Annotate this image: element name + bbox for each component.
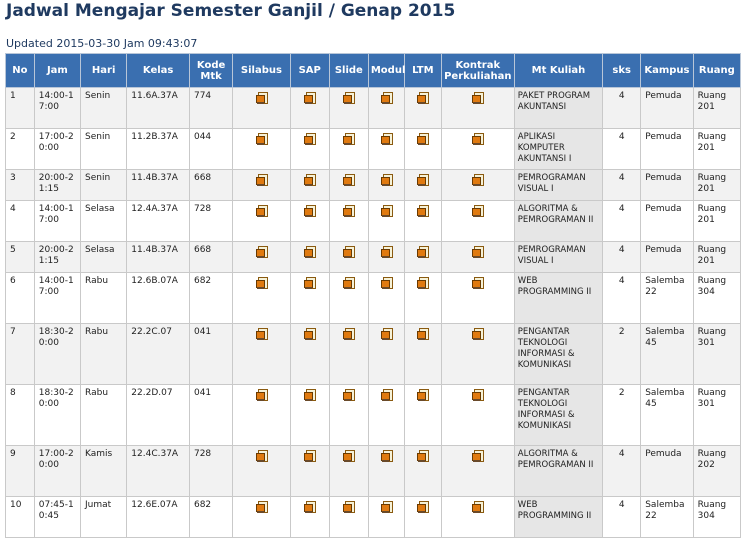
- col-header-sap: SAP: [290, 54, 329, 88]
- kontrak-document-icon[interactable]: [472, 92, 483, 104]
- cell-kontrak: [441, 88, 514, 129]
- cell-silabus: [233, 129, 291, 170]
- cell-sap: [290, 242, 329, 273]
- cell-kampus: Pemuda: [641, 242, 693, 273]
- cell-mt-kuliah: PEMROGRAMAN VISUAL I: [514, 242, 602, 273]
- ltm-document-icon[interactable]: [417, 205, 428, 217]
- cell-kelas: 22.2D.07: [127, 385, 190, 446]
- kontrak-document-icon[interactable]: [472, 501, 483, 513]
- cell-kontrak: [441, 446, 514, 497]
- cell-slide: [329, 242, 368, 273]
- cell-kode-mtk: 774: [189, 88, 232, 129]
- cell-hari: Senin: [81, 129, 127, 170]
- cell-jam: 07:45-10:45: [34, 497, 80, 538]
- cell-mt-kuliah: PAKET PROGRAM AKUNTANSI: [514, 88, 602, 129]
- slide-document-icon[interactable]: [343, 133, 354, 145]
- col-header-no: No: [6, 54, 35, 88]
- cell-kontrak: [441, 324, 514, 385]
- col-header-sks: sks: [603, 54, 641, 88]
- cell-hari: Jumat: [81, 497, 127, 538]
- col-header-silabus: Silabus: [233, 54, 291, 88]
- cell-ruang: Ruang 201: [693, 242, 740, 273]
- col-header-slide: Slide: [329, 54, 368, 88]
- kontrak-document-icon[interactable]: [472, 246, 483, 258]
- cell-kode-mtk: 668: [189, 170, 232, 201]
- cell-ruang: Ruang 201: [693, 129, 740, 170]
- col-header-ruang: Ruang: [693, 54, 740, 88]
- cell-silabus: [233, 497, 291, 538]
- cell-sap: [290, 385, 329, 446]
- cell-ruang: Ruang 201: [693, 170, 740, 201]
- cell-ltm: [404, 324, 441, 385]
- modul-document-icon[interactable]: [381, 389, 392, 401]
- cell-kontrak: [441, 497, 514, 538]
- cell-kampus: Salemba 22: [641, 273, 693, 324]
- cell-ltm: [404, 446, 441, 497]
- col-header-kampus: Kampus: [641, 54, 693, 88]
- cell-sap: [290, 273, 329, 324]
- silabus-document-icon[interactable]: [256, 133, 267, 145]
- cell-sks: 2: [603, 385, 641, 446]
- ltm-document-icon[interactable]: [417, 389, 428, 401]
- slide-document-icon[interactable]: [343, 246, 354, 258]
- cell-jam: 18:30-20:00: [34, 385, 80, 446]
- sap-document-icon[interactable]: [304, 277, 315, 289]
- silabus-document-icon[interactable]: [256, 328, 267, 340]
- cell-kode-mtk: 044: [189, 129, 232, 170]
- cell-silabus: [233, 88, 291, 129]
- cell-modul: [368, 129, 404, 170]
- cell-no: 1: [6, 88, 35, 129]
- cell-mt-kuliah: APLIKASI KOMPUTER AKUNTANSI I: [514, 129, 602, 170]
- ltm-document-icon[interactable]: [417, 174, 428, 186]
- cell-sks: 4: [603, 88, 641, 129]
- cell-kampus: Salemba 45: [641, 324, 693, 385]
- cell-jam: 17:00-20:00: [34, 446, 80, 497]
- cell-kampus: Salemba 22: [641, 497, 693, 538]
- cell-sks: 4: [603, 129, 641, 170]
- silabus-document-icon[interactable]: [256, 174, 267, 186]
- cell-kampus: Pemuda: [641, 170, 693, 201]
- modul-document-icon[interactable]: [381, 133, 392, 145]
- modul-document-icon[interactable]: [381, 450, 392, 462]
- table-row: [6, 201, 741, 242]
- cell-modul: [368, 324, 404, 385]
- cell-silabus: [233, 170, 291, 201]
- table-row: [6, 324, 741, 385]
- cell-silabus: [233, 201, 291, 242]
- cell-sap: [290, 129, 329, 170]
- cell-sap: [290, 497, 329, 538]
- slide-document-icon[interactable]: [343, 328, 354, 340]
- modul-document-icon[interactable]: [381, 205, 392, 217]
- cell-sks: 4: [603, 273, 641, 324]
- cell-mt-kuliah: PENGANTAR TEKNOLOGI INFORMASI & KOMUNIKASI: [514, 385, 602, 446]
- cell-no: 6: [6, 273, 35, 324]
- silabus-document-icon[interactable]: [256, 450, 267, 462]
- slide-document-icon[interactable]: [343, 501, 354, 513]
- cell-hari: Senin: [81, 170, 127, 201]
- cell-jam: 14:00-17:00: [34, 273, 80, 324]
- col-header-kontrak: Kontrak Perkuliahan: [441, 54, 514, 88]
- cell-no: 4: [6, 201, 35, 242]
- cell-ruang: Ruang 301: [693, 385, 740, 446]
- cell-sks: 4: [603, 170, 641, 201]
- cell-modul: [368, 446, 404, 497]
- cell-kelas: 11.4B.37A: [127, 170, 190, 201]
- cell-mt-kuliah: WEB PROGRAMMING II: [514, 497, 602, 538]
- modul-document-icon[interactable]: [381, 277, 392, 289]
- cell-kode-mtk: 682: [189, 273, 232, 324]
- cell-ltm: [404, 88, 441, 129]
- cell-kelas: 22.2C.07: [127, 324, 190, 385]
- sap-document-icon[interactable]: [304, 389, 315, 401]
- modul-document-icon[interactable]: [381, 501, 392, 513]
- cell-sap: [290, 446, 329, 497]
- table-row: [6, 170, 741, 201]
- kontrak-document-icon[interactable]: [472, 277, 483, 289]
- cell-no: 8: [6, 385, 35, 446]
- cell-sap: [290, 88, 329, 129]
- silabus-document-icon[interactable]: [256, 501, 267, 513]
- table-row: [6, 129, 741, 170]
- cell-hari: Senin: [81, 88, 127, 129]
- modul-document-icon[interactable]: [381, 246, 392, 258]
- cell-kontrak: [441, 385, 514, 446]
- cell-ruang: Ruang 201: [693, 88, 740, 129]
- cell-ltm: [404, 242, 441, 273]
- cell-jam: 14:00-17:00: [34, 201, 80, 242]
- cell-kode-mtk: 041: [189, 324, 232, 385]
- col-header-ltm: LTM: [404, 54, 441, 88]
- cell-sks: 2: [603, 324, 641, 385]
- cell-sks: 4: [603, 497, 641, 538]
- col-header-kode-mtk: Kode Mtk: [189, 54, 232, 88]
- cell-ltm: [404, 497, 441, 538]
- col-header-modul: Modul: [368, 54, 404, 88]
- cell-slide: [329, 324, 368, 385]
- col-header-mt-kuliah: Mt Kuliah: [514, 54, 602, 88]
- cell-kampus: Pemuda: [641, 88, 693, 129]
- table-header-row: [6, 54, 741, 88]
- table-row: [6, 385, 741, 446]
- cell-no: 9: [6, 446, 35, 497]
- cell-ruang: Ruang 201: [693, 201, 740, 242]
- slide-document-icon[interactable]: [343, 92, 354, 104]
- cell-modul: [368, 497, 404, 538]
- ltm-document-icon[interactable]: [417, 246, 428, 258]
- cell-ltm: [404, 129, 441, 170]
- cell-sks: 4: [603, 242, 641, 273]
- silabus-document-icon[interactable]: [256, 277, 267, 289]
- cell-silabus: [233, 446, 291, 497]
- cell-hari: Rabu: [81, 273, 127, 324]
- cell-slide: [329, 201, 368, 242]
- ltm-document-icon[interactable]: [417, 277, 428, 289]
- cell-modul: [368, 201, 404, 242]
- cell-ruang: Ruang 301: [693, 324, 740, 385]
- cell-jam: 17:00-20:00: [34, 129, 80, 170]
- cell-mt-kuliah: PEMROGRAMAN VISUAL I: [514, 170, 602, 201]
- cell-ltm: [404, 201, 441, 242]
- col-header-kelas: Kelas: [127, 54, 190, 88]
- cell-modul: [368, 385, 404, 446]
- cell-hari: Selasa: [81, 242, 127, 273]
- kontrak-document-icon[interactable]: [472, 205, 483, 217]
- cell-silabus: [233, 385, 291, 446]
- cell-kelas: 11.6A.37A: [127, 88, 190, 129]
- slide-document-icon[interactable]: [343, 174, 354, 186]
- cell-no: 10: [6, 497, 35, 538]
- table-row: [6, 273, 741, 324]
- sap-document-icon[interactable]: [304, 205, 315, 217]
- col-header-hari: Hari: [81, 54, 127, 88]
- cell-modul: [368, 273, 404, 324]
- table-row: [6, 497, 741, 538]
- cell-slide: [329, 129, 368, 170]
- silabus-document-icon[interactable]: [256, 205, 267, 217]
- table-row: [6, 88, 741, 129]
- cell-kelas: 12.6E.07A: [127, 497, 190, 538]
- cell-slide: [329, 88, 368, 129]
- kontrak-document-icon[interactable]: [472, 389, 483, 401]
- modul-document-icon[interactable]: [381, 328, 392, 340]
- cell-ruang: Ruang 202: [693, 446, 740, 497]
- cell-ruang: Ruang 304: [693, 497, 740, 538]
- cell-sap: [290, 201, 329, 242]
- cell-jam: 18:30-20:00: [34, 324, 80, 385]
- cell-kontrak: [441, 170, 514, 201]
- cell-hari: Rabu: [81, 385, 127, 446]
- cell-kampus: Pemuda: [641, 446, 693, 497]
- cell-sap: [290, 324, 329, 385]
- kontrak-document-icon[interactable]: [472, 450, 483, 462]
- slide-document-icon[interactable]: [343, 389, 354, 401]
- col-header-jam: Jam: [34, 54, 80, 88]
- kontrak-document-icon[interactable]: [472, 133, 483, 145]
- ltm-document-icon[interactable]: [417, 501, 428, 513]
- cell-slide: [329, 385, 368, 446]
- modul-document-icon[interactable]: [381, 174, 392, 186]
- cell-kode-mtk: 728: [189, 446, 232, 497]
- cell-modul: [368, 170, 404, 201]
- updated-timestamp: Updated 2015-03-30 Jam 09:43:07: [6, 37, 198, 50]
- cell-kelas: 12.4A.37A: [127, 201, 190, 242]
- cell-silabus: [233, 324, 291, 385]
- table-row: [6, 446, 741, 497]
- schedule-table: [5, 53, 741, 538]
- cell-kelas: 12.6B.07A: [127, 273, 190, 324]
- cell-hari: Rabu: [81, 324, 127, 385]
- cell-kelas: 12.4C.37A: [127, 446, 190, 497]
- cell-slide: [329, 497, 368, 538]
- slide-document-icon[interactable]: [343, 277, 354, 289]
- cell-jam: 14:00-17:00: [34, 88, 80, 129]
- cell-kode-mtk: 728: [189, 201, 232, 242]
- cell-kontrak: [441, 273, 514, 324]
- table-row: [6, 242, 741, 273]
- cell-hari: Kamis: [81, 446, 127, 497]
- slide-document-icon[interactable]: [343, 205, 354, 217]
- cell-no: 3: [6, 170, 35, 201]
- cell-no: 5: [6, 242, 35, 273]
- cell-ltm: [404, 385, 441, 446]
- cell-slide: [329, 446, 368, 497]
- cell-kampus: Pemuda: [641, 129, 693, 170]
- cell-kelas: 11.4B.37A: [127, 242, 190, 273]
- ltm-document-icon[interactable]: [417, 450, 428, 462]
- sap-document-icon[interactable]: [304, 133, 315, 145]
- cell-mt-kuliah: ALGORITMA & PEMROGRAMAN II: [514, 446, 602, 497]
- cell-jam: 20:00-21:15: [34, 242, 80, 273]
- sap-document-icon[interactable]: [304, 328, 315, 340]
- silabus-document-icon[interactable]: [256, 92, 267, 104]
- cell-kelas: 11.2B.37A: [127, 129, 190, 170]
- cell-no: 7: [6, 324, 35, 385]
- cell-hari: Selasa: [81, 201, 127, 242]
- cell-ltm: [404, 273, 441, 324]
- cell-sks: 4: [603, 446, 641, 497]
- cell-ltm: [404, 170, 441, 201]
- kontrak-document-icon[interactable]: [472, 328, 483, 340]
- cell-mt-kuliah: ALGORITMA & PEMROGRAMAN II: [514, 201, 602, 242]
- sap-document-icon[interactable]: [304, 174, 315, 186]
- cell-kontrak: [441, 129, 514, 170]
- cell-modul: [368, 88, 404, 129]
- cell-kampus: Salemba 45: [641, 385, 693, 446]
- cell-kampus: Pemuda: [641, 201, 693, 242]
- page-title: Jadwal Mengajar Semester Ganjil / Genap 2015: [6, 1, 456, 21]
- cell-kode-mtk: 668: [189, 242, 232, 273]
- cell-ruang: Ruang 304: [693, 273, 740, 324]
- silabus-document-icon[interactable]: [256, 246, 267, 258]
- cell-slide: [329, 170, 368, 201]
- cell-mt-kuliah: PENGANTAR TEKNOLOGI INFORMASI & KOMUNIKASI: [514, 324, 602, 385]
- sap-document-icon[interactable]: [304, 450, 315, 462]
- modul-document-icon[interactable]: [381, 92, 392, 104]
- ltm-document-icon[interactable]: [417, 92, 428, 104]
- cell-mt-kuliah: WEB PROGRAMMING II: [514, 273, 602, 324]
- sap-document-icon[interactable]: [304, 501, 315, 513]
- slide-document-icon[interactable]: [343, 450, 354, 462]
- cell-slide: [329, 273, 368, 324]
- ltm-document-icon[interactable]: [417, 133, 428, 145]
- cell-kode-mtk: 041: [189, 385, 232, 446]
- cell-sap: [290, 170, 329, 201]
- cell-jam: 20:00-21:15: [34, 170, 80, 201]
- cell-silabus: [233, 242, 291, 273]
- cell-sks: 4: [603, 201, 641, 242]
- silabus-document-icon[interactable]: [256, 389, 267, 401]
- cell-kontrak: [441, 201, 514, 242]
- sap-document-icon[interactable]: [304, 92, 315, 104]
- cell-kode-mtk: 682: [189, 497, 232, 538]
- sap-document-icon[interactable]: [304, 246, 315, 258]
- cell-kontrak: [441, 242, 514, 273]
- ltm-document-icon[interactable]: [417, 328, 428, 340]
- kontrak-document-icon[interactable]: [472, 174, 483, 186]
- cell-modul: [368, 242, 404, 273]
- cell-silabus: [233, 273, 291, 324]
- cell-no: 2: [6, 129, 35, 170]
